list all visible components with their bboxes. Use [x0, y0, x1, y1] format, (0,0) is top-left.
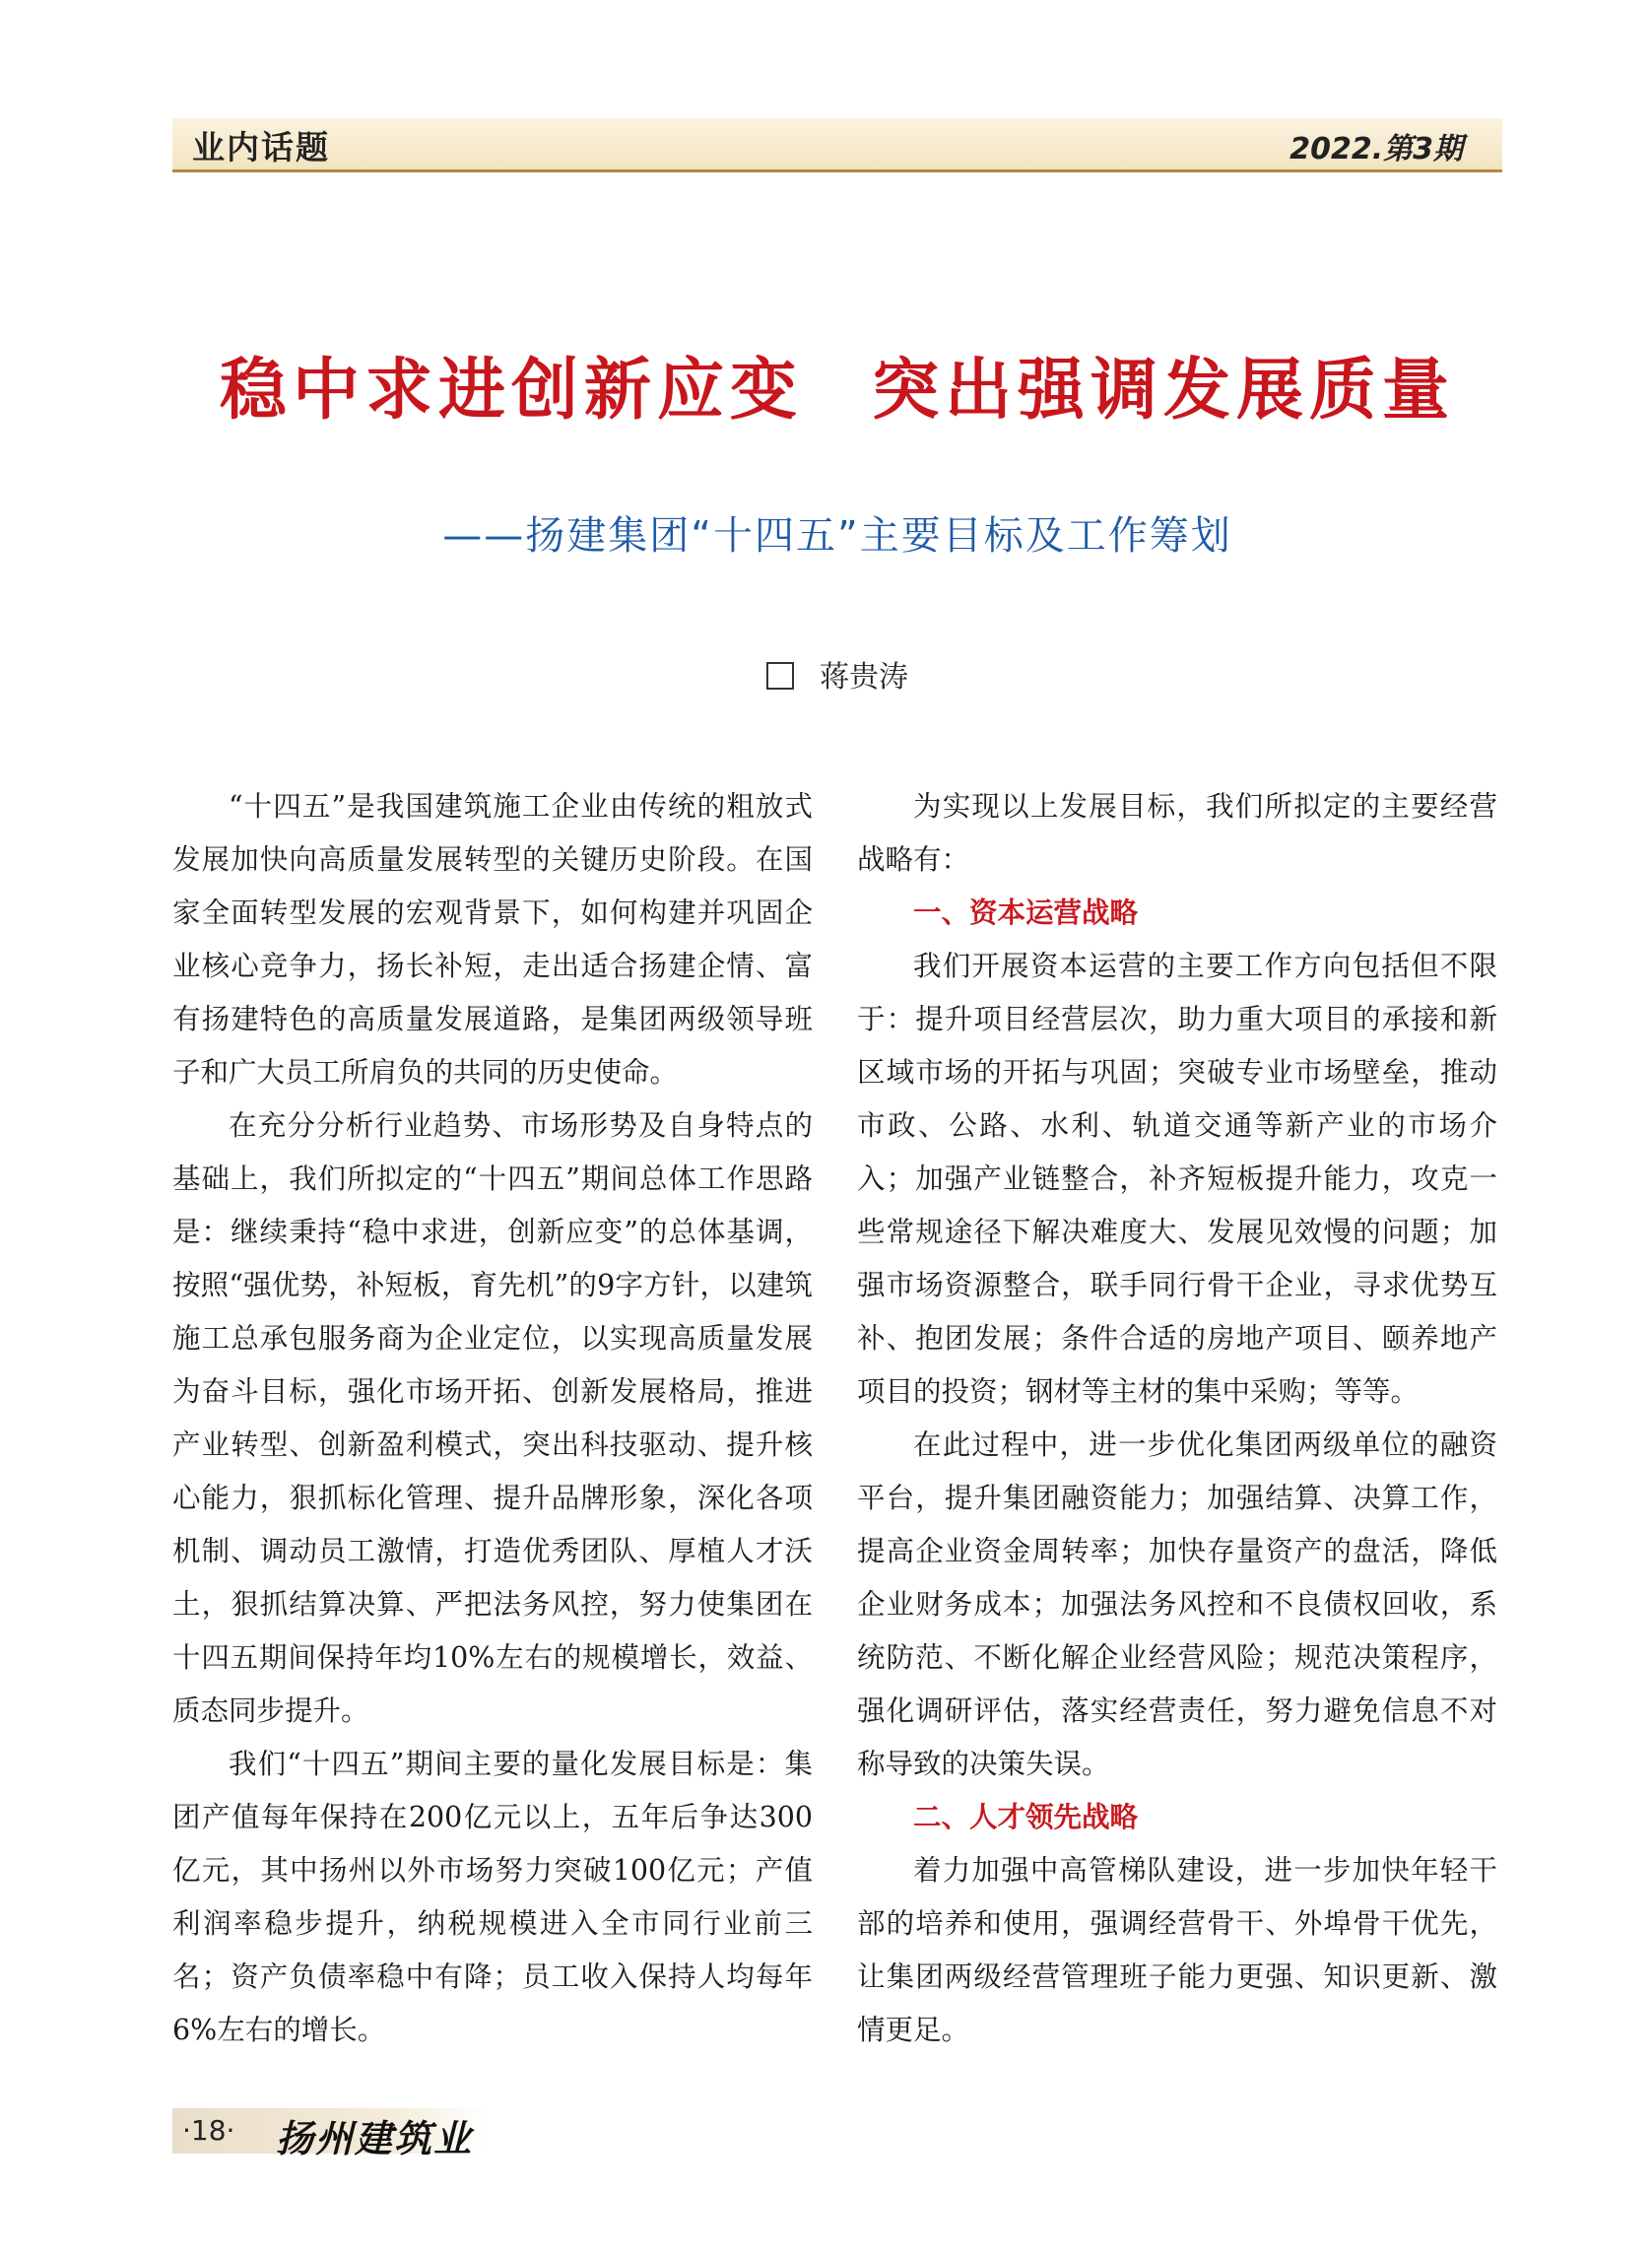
section-heading: 二、人才领先战略	[913, 1801, 1139, 1833]
paragraph: 着力加强中高管梯队建设，进一步加快年轻干部的培养和使用，强调经营骨干、外埠骨干优先，让集团两级经营管理班子能力更强、知识更新、激情更足。	[857, 1854, 1497, 2046]
right-column	[857, 780, 1497, 2057]
author-name: 蒋贵涛	[820, 660, 908, 695]
section-label: 业内话题	[192, 128, 330, 166]
left-column	[172, 780, 813, 2057]
paragraph: 在充分分析行业趋势、市场形势及自身特点的基础上，我们所拟定的“十四五”期间总体工作思路是：继续秉持“稳中求进，创新应变”的总体基调，按照“强优势，补短板，育先机”的9字方针，以建筑施工总承包服务商为企业定位，以实现高质量发展为奋斗目标，强化市场开拓、创新发展格局，推进产业转型、创新盈利模式，突出科技驱动、提升核心能力，狠抓标化管理、提升品牌形象，深化各项机制、调动员工激情，打造优秀团队、厚植人才沃土，狠抓结算决算、严把法务风控，努力使集团在十四五期间保持年均10%左右的规模增长，效益、质态同步提升。	[172, 1109, 813, 1727]
footer-bar	[172, 2108, 488, 2160]
paragraph: “十四五”是我国建筑施工企业由传统的粗放式发展加快向高质量发展转型的关键历史阶段。在国家全面转型发展的宏观背景下，如何构建并巩固企业核心竞争力，扬长补短，走出适合扬建企情、富有扬建特色的高质量发展道路，是集团两级领导班子和广大员工所肩负的共同的历史使命。	[172, 790, 813, 1089]
paragraph: 我们开展资本运营的主要工作方向包括但不限于：提升项目经营层次，助力重大项目的承接和新区域市场的开拓与巩固；突破专业市场壁垒，推动市政、公路、水利、轨道交通等新产业的市场介入；加强产业链整合，补齐短板提升能力，攻克一些常规途径下解决难度大、发展见效慢的问题；加强市场资源整合，联手同行骨干企业，寻求优势互补、抱团发展；条件合适的房地产项目、颐养地产项目的投资；钢材等主材的集中采购；等等。	[857, 950, 1497, 1408]
paragraph: 我们“十四五”期间主要的量化发展目标是：集团产值每年保持在200亿元以上，五年后争达300亿元，其中扬州以外市场努力突破100亿元；产值利润率稳步提升，纳税规模进入全市同行业前三名；资产负债率稳中有降；员工收入保持人均每年6%左右的增长。	[172, 1748, 813, 2046]
title-part-1: 稳中求进创新应变	[219, 352, 803, 430]
title-part-2: 突出强调发展质量	[872, 352, 1456, 430]
header-bar	[172, 118, 1502, 172]
magazine-logo: 扬州建筑业	[276, 2116, 474, 2160]
page-number: ·18·	[182, 2114, 235, 2147]
paragraph: 为实现以上发展目标，我们所拟定的主要经营战略有：	[857, 790, 1497, 876]
section-heading: 一、资本运营战略	[913, 896, 1139, 929]
paragraph: 在此过程中，进一步优化集团两级单位的融资平台，提升集团融资能力；加强结算、决算工作，提高企业资金周转率；加快存量资产的盘活，降低企业财务成本；加强法务风控和不良债权回收，系统防范、不断化解企业经营风险；规范决策程序，强化调研评估，落实经营责任，努力避免信息不对称导致的决策失误。	[857, 1428, 1497, 1780]
author-line	[172, 652, 1502, 696]
square-icon	[766, 662, 794, 690]
article-title	[172, 337, 1502, 432]
issue-label: 2022.第3期	[1289, 132, 1463, 166]
article-subtitle: ——扬建集团“十四五”主要目标及工作筹划	[442, 513, 1232, 559]
